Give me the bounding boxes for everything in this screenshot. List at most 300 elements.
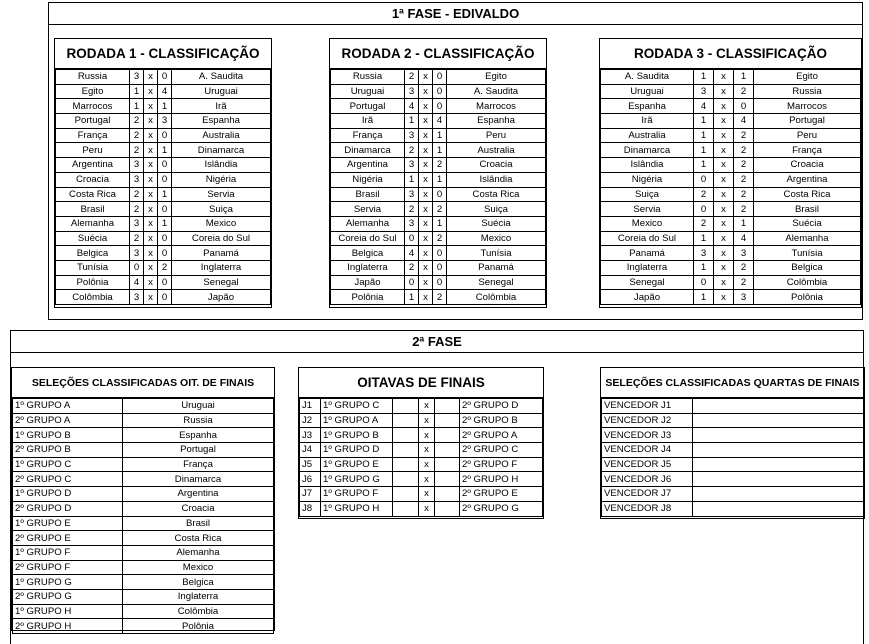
away-team-cell[interactable]: Colômbia <box>447 290 546 305</box>
away-score-cell[interactable]: 2 <box>734 143 754 158</box>
away-team-cell[interactable]: Suiça <box>447 202 546 217</box>
away-team-cell[interactable]: Suiça <box>172 202 271 217</box>
away-team-cell[interactable]: Japão <box>172 290 271 305</box>
versus-cell[interactable]: x <box>714 84 734 99</box>
group-position-cell[interactable]: 1º GRUPO G <box>13 575 123 590</box>
home-score-cell[interactable]: 4 <box>694 99 714 114</box>
versus-cell[interactable]: x <box>144 99 158 114</box>
group-position-cell[interactable]: 1º GRUPO F <box>13 545 123 560</box>
home-team-cell[interactable]: Croacia <box>56 172 130 187</box>
home-score-cell[interactable]: 3 <box>405 84 419 99</box>
away-team-cell[interactable]: Portugal <box>754 114 861 129</box>
home-team-cell[interactable]: Espanha <box>601 99 694 114</box>
away-score-cell[interactable]: 0 <box>158 158 172 173</box>
away-team-cell[interactable]: Tunísia <box>447 246 546 261</box>
home-score-cell[interactable]: 3 <box>405 128 419 143</box>
versus-cell[interactable]: x <box>419 260 433 275</box>
winner-team-cell[interactable] <box>693 428 864 443</box>
team-cell[interactable]: Uruguai <box>123 399 274 414</box>
away-score-cell[interactable]: 0 <box>158 202 172 217</box>
away-team-cell[interactable]: Alemanha <box>754 231 861 246</box>
away-team-cell[interactable]: Senegal <box>447 275 546 290</box>
home-score-cell[interactable]: 0 <box>694 202 714 217</box>
home-team-cell[interactable]: Portugal <box>331 99 405 114</box>
home-team-cell[interactable]: Peru <box>56 143 130 158</box>
team-cell[interactable]: Mexico <box>123 560 274 575</box>
home-score-cell[interactable]: 3 <box>130 290 144 305</box>
versus-cell[interactable]: x <box>714 99 734 114</box>
home-team-cell[interactable]: Tunísia <box>56 260 130 275</box>
group-position-cell[interactable]: 1º GRUPO C <box>13 457 123 472</box>
team-cell[interactable]: Croacia <box>123 501 274 516</box>
home-team-cell[interactable]: França <box>56 128 130 143</box>
home-team-cell[interactable]: Costa Rica <box>56 187 130 202</box>
versus-cell[interactable]: x <box>419 128 433 143</box>
versus-cell[interactable]: x <box>144 231 158 246</box>
game-id-cell[interactable]: J3 <box>300 428 321 443</box>
away-team-cell[interactable]: Peru <box>754 128 861 143</box>
versus-cell[interactable]: x <box>419 399 435 414</box>
away-score-cell[interactable]: 0 <box>158 172 172 187</box>
home-score-cell[interactable]: 3 <box>405 216 419 231</box>
home-score-cell[interactable]: 4 <box>405 99 419 114</box>
away-team-cell[interactable]: Croacia <box>447 158 546 173</box>
away-score-cell[interactable]: 1 <box>158 187 172 202</box>
versus-cell[interactable]: x <box>419 428 435 443</box>
away-score-cell[interactable]: 2 <box>734 275 754 290</box>
home-team-cell[interactable]: Colômbia <box>56 290 130 305</box>
game-id-cell[interactable]: J2 <box>300 413 321 428</box>
winner-team-cell[interactable] <box>693 457 864 472</box>
home-score-cell[interactable] <box>393 472 419 487</box>
winner-label-cell[interactable]: VENCEDOR J1 <box>602 399 693 414</box>
home-score-cell[interactable]: 1 <box>694 231 714 246</box>
home-score-cell[interactable]: 1 <box>694 128 714 143</box>
away-team-cell[interactable]: Tunísia <box>754 246 861 261</box>
away-score-cell[interactable]: 0 <box>433 99 447 114</box>
home-score-cell[interactable]: 3 <box>405 187 419 202</box>
winner-label-cell[interactable]: VENCEDOR J2 <box>602 413 693 428</box>
team-cell[interactable]: Russia <box>123 413 274 428</box>
home-team-cell[interactable]: Inglaterra <box>601 260 694 275</box>
versus-cell[interactable]: x <box>419 187 433 202</box>
home-slot-cell[interactable]: 1º GRUPO H <box>321 501 393 516</box>
group-position-cell[interactable]: 2º GRUPO H <box>13 619 123 634</box>
versus-cell[interactable]: x <box>144 187 158 202</box>
group-position-cell[interactable]: 1º GRUPO B <box>13 428 123 443</box>
away-team-cell[interactable]: Coreia do Sul <box>172 231 271 246</box>
away-score-cell[interactable]: 0 <box>158 231 172 246</box>
team-cell[interactable]: Brasil <box>123 516 274 531</box>
home-score-cell[interactable]: 0 <box>405 275 419 290</box>
home-team-cell[interactable]: Irã <box>331 114 405 129</box>
away-score-cell[interactable]: 2 <box>734 260 754 275</box>
home-team-cell[interactable]: Marrocos <box>56 99 130 114</box>
away-score-cell[interactable]: 3 <box>158 114 172 129</box>
home-team-cell[interactable]: Argentina <box>331 158 405 173</box>
home-score-cell[interactable]: 3 <box>130 172 144 187</box>
home-score-cell[interactable] <box>393 399 419 414</box>
team-cell[interactable]: Colômbia <box>123 604 274 619</box>
versus-cell[interactable]: x <box>419 275 433 290</box>
away-score-cell[interactable]: 4 <box>734 231 754 246</box>
home-score-cell[interactable] <box>393 487 419 502</box>
versus-cell[interactable]: x <box>144 202 158 217</box>
versus-cell[interactable]: x <box>419 443 435 458</box>
away-slot-cell[interactable]: 2º GRUPO E <box>460 487 543 502</box>
group-position-cell[interactable]: 1º GRUPO D <box>13 487 123 502</box>
home-score-cell[interactable] <box>393 501 419 516</box>
versus-cell[interactable]: x <box>419 84 433 99</box>
versus-cell[interactable]: x <box>419 290 433 305</box>
home-team-cell[interactable]: Alemanha <box>331 216 405 231</box>
home-score-cell[interactable]: 3 <box>130 158 144 173</box>
home-score-cell[interactable]: 2 <box>405 143 419 158</box>
away-team-cell[interactable]: Suécia <box>447 216 546 231</box>
group-position-cell[interactable]: 2º GRUPO G <box>13 589 123 604</box>
away-team-cell[interactable]: Belgica <box>754 260 861 275</box>
away-score-cell[interactable]: 2 <box>158 260 172 275</box>
game-id-cell[interactable]: J7 <box>300 487 321 502</box>
away-team-cell[interactable]: A. Saudita <box>172 70 271 85</box>
winner-label-cell[interactable]: VENCEDOR J8 <box>602 501 693 516</box>
away-score-cell[interactable] <box>435 472 460 487</box>
group-position-cell[interactable]: 2º GRUPO C <box>13 472 123 487</box>
home-score-cell[interactable]: 2 <box>694 187 714 202</box>
versus-cell[interactable]: x <box>144 128 158 143</box>
away-team-cell[interactable]: Peru <box>447 128 546 143</box>
team-cell[interactable]: Costa Rica <box>123 531 274 546</box>
home-team-cell[interactable]: França <box>331 128 405 143</box>
home-team-cell[interactable]: Uruguai <box>331 84 405 99</box>
home-team-cell[interactable]: Senegal <box>601 275 694 290</box>
versus-cell[interactable]: x <box>714 231 734 246</box>
away-score-cell[interactable]: 0 <box>433 260 447 275</box>
versus-cell[interactable]: x <box>144 143 158 158</box>
home-team-cell[interactable]: Coreia do Sul <box>331 231 405 246</box>
away-score-cell[interactable]: 1 <box>158 216 172 231</box>
home-score-cell[interactable]: 1 <box>405 290 419 305</box>
home-score-cell[interactable]: 2 <box>130 143 144 158</box>
team-cell[interactable]: Espanha <box>123 428 274 443</box>
away-score-cell[interactable]: 1 <box>734 216 754 231</box>
home-score-cell[interactable] <box>393 428 419 443</box>
versus-cell[interactable]: x <box>419 472 435 487</box>
away-team-cell[interactable]: Mexico <box>447 231 546 246</box>
versus-cell[interactable]: x <box>419 413 435 428</box>
away-team-cell[interactable]: Espanha <box>447 114 546 129</box>
away-score-cell[interactable] <box>435 457 460 472</box>
game-id-cell[interactable]: J1 <box>300 399 321 414</box>
group-position-cell[interactable]: 1º GRUPO H <box>13 604 123 619</box>
group-position-cell[interactable]: 2º GRUPO D <box>13 501 123 516</box>
away-slot-cell[interactable]: 2º GRUPO F <box>460 457 543 472</box>
away-score-cell[interactable]: 3 <box>734 290 754 305</box>
home-score-cell[interactable]: 3 <box>130 70 144 85</box>
game-id-cell[interactable]: J4 <box>300 443 321 458</box>
away-team-cell[interactable]: Panamá <box>172 246 271 261</box>
home-score-cell[interactable]: 1 <box>694 158 714 173</box>
home-score-cell[interactable]: 3 <box>405 158 419 173</box>
home-score-cell[interactable]: 2 <box>130 202 144 217</box>
away-score-cell[interactable] <box>435 501 460 516</box>
away-score-cell[interactable]: 2 <box>433 290 447 305</box>
away-team-cell[interactable]: Marrocos <box>754 99 861 114</box>
home-score-cell[interactable] <box>393 413 419 428</box>
away-score-cell[interactable]: 2 <box>734 202 754 217</box>
versus-cell[interactable]: x <box>419 216 433 231</box>
versus-cell[interactable]: x <box>419 246 433 261</box>
home-score-cell[interactable]: 0 <box>694 275 714 290</box>
home-team-cell[interactable]: Coreia do Sul <box>601 231 694 246</box>
away-score-cell[interactable]: 1 <box>158 99 172 114</box>
home-team-cell[interactable]: Irã <box>601 114 694 129</box>
versus-cell[interactable]: x <box>419 487 435 502</box>
away-team-cell[interactable]: Polônia <box>754 290 861 305</box>
away-team-cell[interactable]: Colômbia <box>754 275 861 290</box>
home-score-cell[interactable]: 0 <box>130 260 144 275</box>
home-score-cell[interactable]: 1 <box>694 70 714 85</box>
team-cell[interactable]: Alemanha <box>123 545 274 560</box>
versus-cell[interactable]: x <box>714 143 734 158</box>
versus-cell[interactable]: x <box>714 260 734 275</box>
away-team-cell[interactable]: Panamá <box>447 260 546 275</box>
versus-cell[interactable]: x <box>419 231 433 246</box>
away-team-cell[interactable]: Servia <box>172 187 271 202</box>
group-position-cell[interactable]: 1º GRUPO A <box>13 399 123 414</box>
away-team-cell[interactable]: Espanha <box>172 114 271 129</box>
home-score-cell[interactable] <box>393 443 419 458</box>
home-score-cell[interactable]: 2 <box>405 70 419 85</box>
home-slot-cell[interactable]: 1º GRUPO F <box>321 487 393 502</box>
home-team-cell[interactable]: Uruguai <box>601 84 694 99</box>
home-team-cell[interactable]: Suiça <box>601 187 694 202</box>
away-team-cell[interactable]: A. Saudita <box>447 84 546 99</box>
away-team-cell[interactable]: Brasil <box>754 202 861 217</box>
away-score-cell[interactable]: 2 <box>433 202 447 217</box>
home-team-cell[interactable]: Dinamarca <box>601 143 694 158</box>
home-team-cell[interactable]: Japão <box>601 290 694 305</box>
away-team-cell[interactable]: Islândia <box>447 172 546 187</box>
team-cell[interactable]: Polônia <box>123 619 274 634</box>
versus-cell[interactable]: x <box>419 114 433 129</box>
away-team-cell[interactable]: Egito <box>754 70 861 85</box>
winner-team-cell[interactable] <box>693 487 864 502</box>
versus-cell[interactable]: x <box>419 457 435 472</box>
home-score-cell[interactable]: 1 <box>405 114 419 129</box>
home-score-cell[interactable]: 0 <box>694 172 714 187</box>
away-score-cell[interactable] <box>435 413 460 428</box>
group-position-cell[interactable]: 2º GRUPO B <box>13 443 123 458</box>
versus-cell[interactable]: x <box>419 202 433 217</box>
away-score-cell[interactable]: 4 <box>158 84 172 99</box>
home-team-cell[interactable]: Nigéria <box>331 172 405 187</box>
home-team-cell[interactable]: Russia <box>331 70 405 85</box>
away-score-cell[interactable]: 2 <box>433 158 447 173</box>
away-team-cell[interactable]: Marrocos <box>447 99 546 114</box>
home-slot-cell[interactable]: 1º GRUPO E <box>321 457 393 472</box>
winner-team-cell[interactable] <box>693 399 864 414</box>
home-score-cell[interactable]: 2 <box>130 187 144 202</box>
away-team-cell[interactable]: Australia <box>447 143 546 158</box>
home-team-cell[interactable]: Polônia <box>56 275 130 290</box>
away-team-cell[interactable]: Islândia <box>172 158 271 173</box>
winner-label-cell[interactable]: VENCEDOR J4 <box>602 443 693 458</box>
away-score-cell[interactable] <box>435 399 460 414</box>
away-score-cell[interactable]: 2 <box>433 231 447 246</box>
home-team-cell[interactable]: Russia <box>56 70 130 85</box>
home-score-cell[interactable]: 3 <box>130 246 144 261</box>
winner-label-cell[interactable]: VENCEDOR J3 <box>602 428 693 443</box>
away-score-cell[interactable]: 4 <box>433 114 447 129</box>
winner-label-cell[interactable]: VENCEDOR J7 <box>602 487 693 502</box>
home-team-cell[interactable]: Nigéria <box>601 172 694 187</box>
game-id-cell[interactable]: J5 <box>300 457 321 472</box>
versus-cell[interactable]: x <box>714 202 734 217</box>
away-team-cell[interactable]: França <box>754 143 861 158</box>
versus-cell[interactable]: x <box>419 158 433 173</box>
away-score-cell[interactable]: 3 <box>734 246 754 261</box>
versus-cell[interactable]: x <box>714 128 734 143</box>
away-slot-cell[interactable]: 2º GRUPO C <box>460 443 543 458</box>
away-team-cell[interactable]: Senegal <box>172 275 271 290</box>
home-score-cell[interactable]: 2 <box>130 114 144 129</box>
away-team-cell[interactable]: Croacia <box>754 158 861 173</box>
home-team-cell[interactable]: Islândia <box>601 158 694 173</box>
home-team-cell[interactable]: Suécia <box>56 231 130 246</box>
versus-cell[interactable]: x <box>144 114 158 129</box>
home-slot-cell[interactable]: 1º GRUPO C <box>321 399 393 414</box>
team-cell[interactable]: Belgica <box>123 575 274 590</box>
away-slot-cell[interactable]: 2º GRUPO H <box>460 472 543 487</box>
away-score-cell[interactable]: 0 <box>734 99 754 114</box>
winner-team-cell[interactable] <box>693 501 864 516</box>
group-position-cell[interactable]: 2º GRUPO F <box>13 560 123 575</box>
versus-cell[interactable]: x <box>144 246 158 261</box>
team-cell[interactable]: Dinamarca <box>123 472 274 487</box>
home-team-cell[interactable]: Australia <box>601 128 694 143</box>
home-score-cell[interactable]: 1 <box>694 143 714 158</box>
group-position-cell[interactable]: 2º GRUPO E <box>13 531 123 546</box>
team-cell[interactable]: Inglaterra <box>123 589 274 604</box>
home-team-cell[interactable]: Panamá <box>601 246 694 261</box>
versus-cell[interactable]: x <box>419 143 433 158</box>
away-score-cell[interactable] <box>435 487 460 502</box>
versus-cell[interactable]: x <box>144 290 158 305</box>
home-score-cell[interactable]: 2 <box>130 128 144 143</box>
away-score-cell[interactable]: 0 <box>433 275 447 290</box>
away-score-cell[interactable]: 2 <box>734 128 754 143</box>
away-score-cell[interactable]: 2 <box>734 172 754 187</box>
home-score-cell[interactable]: 0 <box>405 231 419 246</box>
home-team-cell[interactable]: Polônia <box>331 290 405 305</box>
winner-team-cell[interactable] <box>693 472 864 487</box>
versus-cell[interactable]: x <box>144 275 158 290</box>
away-team-cell[interactable]: Nigéria <box>172 172 271 187</box>
winner-label-cell[interactable]: VENCEDOR J6 <box>602 472 693 487</box>
home-slot-cell[interactable]: 1º GRUPO A <box>321 413 393 428</box>
home-score-cell[interactable]: 1 <box>130 99 144 114</box>
away-team-cell[interactable]: Dinamarca <box>172 143 271 158</box>
versus-cell[interactable]: x <box>419 501 435 516</box>
versus-cell[interactable]: x <box>714 187 734 202</box>
away-score-cell[interactable]: 1 <box>433 128 447 143</box>
away-team-cell[interactable]: Uruguai <box>172 84 271 99</box>
away-score-cell[interactable]: 0 <box>158 290 172 305</box>
versus-cell[interactable]: x <box>144 216 158 231</box>
away-slot-cell[interactable]: 2º GRUPO A <box>460 428 543 443</box>
home-score-cell[interactable]: 2 <box>130 231 144 246</box>
home-team-cell[interactable]: A. Saudita <box>601 70 694 85</box>
away-team-cell[interactable]: Costa Rica <box>447 187 546 202</box>
versus-cell[interactable]: x <box>714 290 734 305</box>
away-slot-cell[interactable]: 2º GRUPO B <box>460 413 543 428</box>
versus-cell[interactable]: x <box>419 172 433 187</box>
versus-cell[interactable]: x <box>144 158 158 173</box>
away-score-cell[interactable]: 1 <box>158 143 172 158</box>
home-score-cell[interactable]: 1 <box>405 172 419 187</box>
away-score-cell[interactable]: 0 <box>158 128 172 143</box>
away-team-cell[interactable]: Costa Rica <box>754 187 861 202</box>
away-team-cell[interactable]: Argentina <box>754 172 861 187</box>
versus-cell[interactable]: x <box>144 70 158 85</box>
home-team-cell[interactable]: Japão <box>331 275 405 290</box>
home-team-cell[interactable]: Servia <box>331 202 405 217</box>
versus-cell[interactable]: x <box>714 114 734 129</box>
away-score-cell[interactable]: 4 <box>734 114 754 129</box>
home-team-cell[interactable]: Dinamarca <box>331 143 405 158</box>
home-team-cell[interactable]: Alemanha <box>56 216 130 231</box>
away-team-cell[interactable]: Australia <box>172 128 271 143</box>
away-slot-cell[interactable]: 2º GRUPO G <box>460 501 543 516</box>
home-score-cell[interactable]: 2 <box>694 216 714 231</box>
versus-cell[interactable]: x <box>714 158 734 173</box>
versus-cell[interactable]: x <box>144 260 158 275</box>
home-score-cell[interactable]: 4 <box>130 275 144 290</box>
away-team-cell[interactable]: Inglaterra <box>172 260 271 275</box>
versus-cell[interactable]: x <box>714 246 734 261</box>
away-team-cell[interactable]: Russia <box>754 84 861 99</box>
away-score-cell[interactable]: 0 <box>158 275 172 290</box>
winner-label-cell[interactable]: VENCEDOR J5 <box>602 457 693 472</box>
away-score-cell[interactable]: 1 <box>433 172 447 187</box>
versus-cell[interactable]: x <box>144 172 158 187</box>
home-team-cell[interactable]: Argentina <box>56 158 130 173</box>
game-id-cell[interactable]: J8 <box>300 501 321 516</box>
winner-team-cell[interactable] <box>693 443 864 458</box>
home-score-cell[interactable]: 1 <box>694 260 714 275</box>
home-team-cell[interactable]: Mexico <box>601 216 694 231</box>
home-score-cell[interactable]: 1 <box>694 114 714 129</box>
versus-cell[interactable]: x <box>714 275 734 290</box>
group-position-cell[interactable]: 1º GRUPO E <box>13 516 123 531</box>
team-cell[interactable]: Portugal <box>123 443 274 458</box>
versus-cell[interactable]: x <box>144 84 158 99</box>
away-score-cell[interactable]: 0 <box>158 246 172 261</box>
home-slot-cell[interactable]: 1º GRUPO D <box>321 443 393 458</box>
winner-team-cell[interactable] <box>693 413 864 428</box>
away-slot-cell[interactable]: 2º GRUPO D <box>460 399 543 414</box>
home-slot-cell[interactable]: 1º GRUPO G <box>321 472 393 487</box>
home-team-cell[interactable]: Belgica <box>331 246 405 261</box>
away-score-cell[interactable] <box>435 428 460 443</box>
home-team-cell[interactable]: Portugal <box>56 114 130 129</box>
away-score-cell[interactable]: 0 <box>433 84 447 99</box>
away-score-cell[interactable]: 1 <box>734 70 754 85</box>
away-team-cell[interactable]: Irã <box>172 99 271 114</box>
away-score-cell[interactable]: 1 <box>433 143 447 158</box>
game-id-cell[interactable]: J6 <box>300 472 321 487</box>
